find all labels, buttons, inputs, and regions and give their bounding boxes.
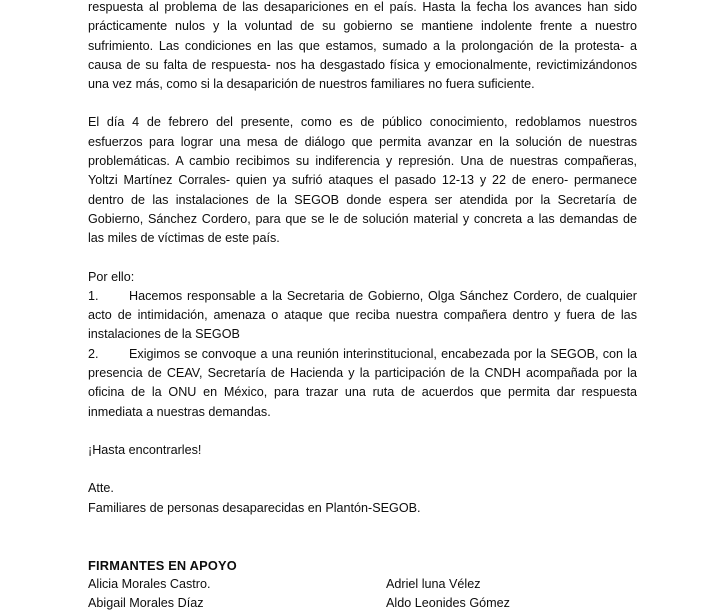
signoff-spacer (88, 460, 637, 479)
signoff-organization: Familiares de personas desaparecidas en Plantón-SEGOB. (88, 500, 421, 515)
demand-number-2: 2. (88, 346, 99, 361)
signatories-heading: FIRMANTES EN APOYO (88, 557, 237, 573)
signatories-table (88, 575, 637, 614)
paragraph-spacer (88, 249, 637, 268)
signatory-name: Aldo Leonides Gómez (386, 596, 510, 611)
signatory-name: Alicia Morales Castro. (88, 577, 211, 592)
table-row (88, 594, 637, 613)
paragraph-1: respuesta al problema de las desapariciones en el país. Hasta la fecha los avances han sido prácticamente nulos y la voluntad de su gobierno se mantiene indolente frente a nuestro sufrimiento. Las condiciones en las que estamos, sumado a la prolongación de la protesta- a causa de su falta de respuesta- nos ha desgastado física y emocionalmente, revictimizándonos una vez más, como si la desaparición de nuestros familiares no fuera suficiente. (88, 0, 637, 92)
paragraph-2: El día 4 de febrero del presente, como es de público conocimiento, redoblamos nuestros esfuerzos para lograr una mesa de diálogo que permita avanzar en la solución de nuestras problemáticas. A cambio recibimos su indiferencia y represión. Una de nuestras compañeras, Yoltzi Martínez Corrales- quien ya sufrió ataques el pasado 12-13 y 22 de enero- permanece dentro de las instalaciones de la SEGOB donde espera ser atendida por la Secretaría de Gobierno, Sánchez Cordero, para que se le de solución material y concreta a las demandas de las miles de víctimas de este país. (88, 115, 637, 246)
demand-number-1: 1. (88, 288, 99, 303)
document-body (88, 0, 637, 614)
por-ello-label: Por ello: (88, 269, 135, 284)
demand-text-1: Hacemos responsable a la Secretaria de Gobierno, Olga Sánchez Cordero, de cualquier acto de intimidación, amenaza o ataque que reciba nuestra compañera dentro y fuera de las instalaciones de la SEGOB (88, 288, 637, 342)
signatories-spacer-b (88, 537, 637, 556)
closing-spacer (88, 422, 637, 441)
demand-item-2 (88, 345, 637, 422)
signoff-label: Atte. (88, 481, 114, 496)
paragraph-spacer (88, 94, 637, 113)
closing-slogan: ¡Hasta encontrarles! (88, 442, 202, 457)
signatory-name: Abigail Morales Díaz (88, 596, 204, 611)
demand-text-2: Exigimos se convoque a una reunión interinstitucional, encabezada por la SEGOB, con la presencia de CEAV, Secretaría de Hacienda y la participación de la CNDH acompañada por la oficina de la ONU en México, para trazar una ruta de acuerdos que permita dar respuesta inmediata a nuestras demandas. (88, 346, 637, 419)
demand-item-1 (88, 287, 637, 345)
table-row (88, 575, 637, 594)
signatory-name: Adriel luna Vélez (386, 577, 481, 592)
signatories-spacer-a (88, 518, 637, 537)
